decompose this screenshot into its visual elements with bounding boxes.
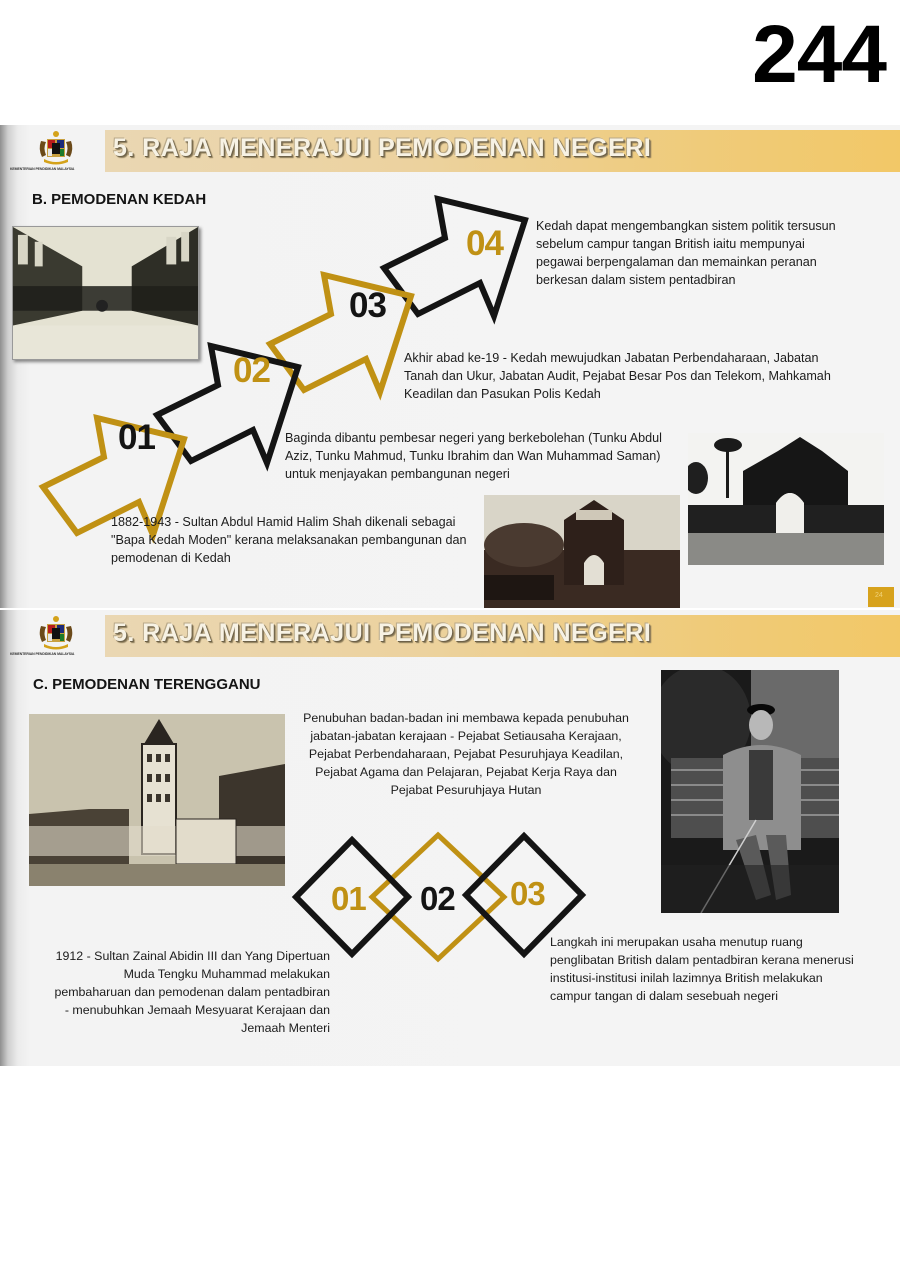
slide-title: 5. RAJA MENERAJUI PEMODENAN NEGERI: [113, 619, 652, 647]
diamond-number-03: 03: [510, 875, 545, 912]
ministry-logo: [10, 129, 100, 179]
photo-palace-gate: [688, 433, 884, 565]
photo-old-street-kedah: [12, 226, 199, 360]
photo-tower-building: [29, 714, 285, 886]
ministry-caption: KEMENTERIAN PENDIDIKAN MALAYSIA: [10, 167, 75, 171]
section-heading: B. PEMODENAN KEDAH: [32, 191, 207, 208]
ministry-caption: KEMENTERIAN PENDIDIKAN MALAYSIA: [10, 652, 75, 656]
title-bar: [105, 615, 900, 657]
top-text: Penubuhan badan-badan ini membawa kepada penubuhan jabatan-jabatan kerajaan - Pejabat Setiausaha Kerajaan, Pejabat Perbendaharaan, Pejabat Pesuruhjaya Keadilan, Pejabat Agama dan Pelajaran, Pejabat Kerja Raya dan Pejabat Pesuruhjaya Hutan: [303, 711, 629, 797]
step-arrow-03: [270, 275, 411, 392]
step-04-text: Kedah dapat mengembangkan sistem politik tersusun sebelum campur tangan British iaitu mempunyai pegawai berpengalaman dan memainkan peranan berkesan dalam sistem pentadbiran: [536, 219, 836, 287]
malaysia-coat-of-arms-icon: [36, 129, 76, 167]
photo-sultan-portrait: [661, 670, 839, 913]
diamond-number-02: 02: [420, 880, 455, 917]
title-bar: [105, 130, 900, 172]
page-number: 244: [752, 9, 886, 100]
slide-pemodenan-terengganu: [0, 610, 900, 1066]
ministry-logo: [10, 614, 100, 664]
slide-pemodenan-kedah: [0, 125, 900, 608]
step-number-03: 03: [349, 286, 386, 325]
slide-page-tab-number: 24: [875, 592, 883, 599]
diamond-number-01: 01: [331, 880, 366, 917]
slide-title: 5. RAJA MENERAJUI PEMODENAN NEGERI: [113, 134, 652, 162]
step-03-text: Akhir abad ke-19 - Kedah mewujudkan Jabatan Perbendaharaan, Jabatan Tanah dan Ukur, Jabatan Audit, Pejabat Besar Pos dan Telekom, Mahkamah Keadilan dan Pasukan Polis Kedah: [404, 351, 831, 401]
left-text: 1912 - Sultan Zainal Abidin III dan Yang Dipertuan Muda Tengku Muhammad melakukan pembaharuan dan pemodenan dalam pentadbiran - menubuhkan Jemaah Mesyuarat Kerajaan dan Jemaah Menteri: [54, 949, 330, 1035]
malaysia-coat-of-arms-icon: [36, 614, 76, 652]
right-text: Langkah ini merupakan usaha menutup ruang penglibatan British dalam pentadbiran kerana menerusi institusi-institusi inilah lazimnya British melakukan campur tangan di dalam sesebuah negeri: [550, 935, 854, 1003]
section-heading: C. PEMODENAN TERENGGANU: [33, 676, 261, 693]
step-arrow-02: [157, 346, 298, 463]
step-01-text: 1882-1943 - Sultan Abdul Hamid Halim Shah dikenali sebagai "Bapa Kedah Moden" kerana melaksanakan pembangunan dan pemodenan di Kedah: [111, 515, 467, 565]
step-number-04: 04: [466, 224, 503, 263]
photo-gateway-building: [484, 495, 680, 608]
slide-page-tab: [868, 587, 894, 607]
step-arrow-04: [384, 199, 525, 316]
step-02-text: Baginda dibantu pembesar negeri yang berkebolehan (Tunku Abdul Aziz, Tunku Mahmud, Tunku Ibrahim dan Wan Muhammad Saman) untuk menjayakan pembangunan negeri: [285, 431, 662, 481]
step-number-02: 02: [233, 351, 270, 390]
step-number-01: 01: [118, 418, 155, 457]
